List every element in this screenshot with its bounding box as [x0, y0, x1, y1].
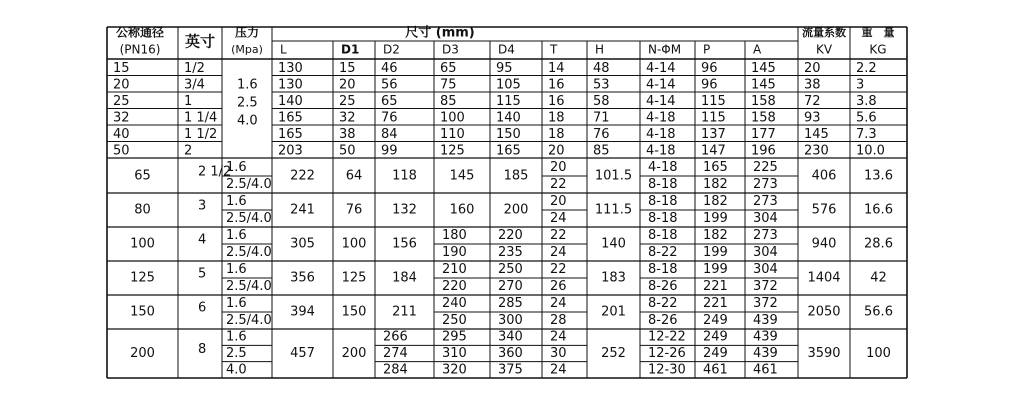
- cell-nm: 12-22: [648, 329, 686, 345]
- cell-kv: 38: [804, 77, 821, 93]
- cell-inch: 2: [184, 143, 193, 159]
- cell-kv: 940: [811, 236, 837, 252]
- cell-d2: 84: [381, 126, 398, 142]
- cell-d3: 220: [442, 279, 467, 294]
- cell-d3: 210: [442, 262, 467, 277]
- header-h: H: [595, 42, 605, 57]
- cell-inch: 8: [198, 342, 207, 357]
- cell-p: 182: [703, 228, 728, 243]
- cell-pressure: 2.5: [237, 95, 258, 111]
- cell-d1: 100: [341, 236, 367, 252]
- cell-p: 96: [701, 60, 718, 76]
- cell-l: 241: [290, 202, 315, 218]
- cell-l: 140: [278, 93, 303, 109]
- cell-d2: 118: [392, 168, 417, 184]
- cell-h: 252: [601, 346, 626, 361]
- cell-a: 461: [753, 362, 778, 378]
- cell-kv: 2050: [807, 304, 841, 320]
- cell-l: 165: [278, 126, 303, 142]
- cell-a: 273: [753, 177, 778, 192]
- cell-pressure: 1.6: [226, 296, 247, 311]
- cell-d2: 274: [383, 346, 408, 361]
- cell-pressure: 1.6: [226, 160, 247, 175]
- cell-a: 273: [753, 194, 778, 209]
- cell-nm: 8-18: [648, 211, 678, 226]
- cell-p: 221: [703, 296, 728, 311]
- cell-kv: 145: [804, 126, 829, 142]
- cell-nm: 4-14: [646, 93, 676, 109]
- table-text: [113, 25, 895, 378]
- cell-inch: 1 1/4: [184, 110, 218, 126]
- cell-d3: 190: [442, 245, 467, 260]
- cell-a: 158: [751, 110, 776, 126]
- cell-h: 76: [593, 126, 610, 142]
- cell-p: 182: [703, 177, 728, 192]
- cell-d3: 295: [442, 329, 467, 345]
- cell-t: 22: [550, 228, 567, 243]
- cell-p: 137: [701, 126, 726, 142]
- cell-d4: 250: [498, 262, 523, 277]
- cell-a: 439: [753, 329, 778, 345]
- cell-d4: 235: [498, 245, 523, 260]
- cell-d4: 360: [498, 346, 523, 361]
- cell-t: 28: [550, 313, 567, 328]
- cell-d3: 65: [440, 60, 457, 76]
- cell-pressure: 1.6: [226, 194, 247, 209]
- cell-h: 85: [593, 143, 610, 159]
- cell-kg: 100: [866, 346, 891, 361]
- cell-d4: 140: [496, 110, 521, 126]
- cell-d2: 211: [392, 304, 417, 320]
- cell-kv: 20: [804, 60, 821, 76]
- cell-d1: 150: [341, 304, 367, 320]
- cell-d4: 220: [498, 228, 523, 243]
- header-pressure: 压力: [234, 25, 260, 40]
- cell-pressure: 1.6: [226, 262, 247, 277]
- header-inch: 英寸: [184, 32, 216, 51]
- cell-d3: 125: [440, 143, 465, 159]
- cell-d4: 115: [496, 93, 521, 109]
- cell-p: 115: [701, 110, 726, 126]
- cell-h: 140: [601, 236, 626, 252]
- cell-inch: 3: [198, 198, 207, 214]
- cell-nm: 8-18: [648, 194, 678, 209]
- header-nm: N-ΦM: [648, 42, 682, 57]
- cell-kv: 93: [804, 110, 821, 126]
- cell-p: 199: [703, 262, 728, 277]
- cell-nm: 8-26: [648, 313, 678, 328]
- cell-kv: 1404: [807, 270, 841, 286]
- cell-d1: 25: [339, 93, 356, 109]
- cell-d3: 100: [440, 110, 465, 126]
- cell-pressure: 1.6: [226, 228, 247, 243]
- cell-a: 304: [753, 245, 778, 260]
- header-pn16: (PN16): [119, 42, 161, 57]
- cell-l: 165: [278, 110, 303, 126]
- cell-h: 101.5: [594, 168, 633, 184]
- header-t: T: [550, 42, 558, 57]
- cell-dn: 15: [113, 60, 130, 76]
- cell-nm: 4-18: [646, 110, 676, 126]
- cell-dn: 125: [130, 270, 155, 286]
- cell-d3: 160: [449, 202, 475, 218]
- cell-d4: 270: [498, 279, 523, 294]
- cell-l: 222: [290, 168, 315, 184]
- cell-kg: 3.8: [856, 93, 877, 109]
- cell-nm: 12-30: [648, 362, 686, 378]
- cell-d2: 65: [381, 93, 398, 109]
- cell-d4: 105: [496, 77, 521, 93]
- cell-p: 461: [703, 362, 728, 378]
- cell-a: 225: [753, 160, 778, 175]
- cell-kg: 5.6: [856, 110, 877, 126]
- cell-h: 71: [593, 110, 610, 126]
- cell-p: 249: [703, 313, 728, 328]
- cell-pressure: 2.5/4.0: [226, 313, 272, 328]
- cell-t: 24: [550, 362, 567, 378]
- header-kg: KG: [869, 42, 887, 57]
- cell-h: 111.5: [594, 202, 633, 218]
- header-d4: D4: [498, 42, 515, 57]
- cell-d3: 75: [440, 77, 457, 93]
- cell-l: 203: [278, 143, 303, 159]
- cell-d1: 64: [345, 168, 363, 184]
- cell-d1: 38: [339, 126, 356, 142]
- cell-d2: 46: [381, 60, 398, 76]
- cell-pressure: 2.5/4.0: [226, 177, 272, 192]
- cell-nm: 8-22: [648, 245, 678, 260]
- cell-t: 30: [550, 346, 567, 361]
- cell-d4: 200: [503, 202, 529, 218]
- cell-dn: 200: [130, 346, 155, 361]
- cell-d2: 132: [392, 202, 417, 218]
- cell-a: 304: [753, 262, 778, 277]
- header-dn: 公称通径: [115, 25, 165, 40]
- cell-pressure: 4.0: [237, 113, 258, 129]
- cell-l: 457: [290, 346, 315, 361]
- cell-kg: 3: [856, 77, 865, 93]
- cell-h: 48: [593, 60, 610, 76]
- cell-d4: 340: [498, 329, 523, 345]
- cell-d4: 285: [498, 296, 523, 311]
- cell-d4: 185: [503, 168, 529, 184]
- cell-dn: 100: [130, 236, 155, 252]
- cell-kv: 576: [811, 202, 837, 218]
- header-weight: 重 量: [861, 26, 895, 39]
- cell-a: 145: [751, 77, 776, 93]
- cell-dn: 50: [113, 143, 130, 159]
- cell-d3: 310: [442, 346, 467, 361]
- header-dimensions: 尺寸 (mm): [405, 25, 475, 41]
- cell-nm: 8-18: [648, 262, 678, 277]
- cell-d4: 165: [496, 143, 521, 159]
- cell-inch: 1/2: [184, 60, 205, 76]
- cell-nm: 4-14: [646, 60, 676, 76]
- header-pressure-unit: (Mpa): [231, 43, 263, 56]
- cell-d1: 15: [339, 60, 356, 76]
- cell-inch: 6: [198, 300, 207, 316]
- cell-a: 158: [751, 93, 776, 109]
- cell-p: 221: [703, 279, 728, 294]
- cell-h: 201: [601, 304, 626, 320]
- cell-d3: 110: [440, 126, 465, 142]
- cell-dn: 150: [130, 304, 155, 320]
- cell-pressure: 4.0: [226, 362, 247, 378]
- cell-t: 18: [548, 126, 565, 142]
- cell-d3: 85: [440, 93, 457, 109]
- cell-t: 20: [548, 143, 565, 159]
- cell-l: 305: [290, 236, 315, 252]
- cell-nm: 4-18: [646, 143, 676, 159]
- cell-t: 24: [550, 329, 567, 345]
- cell-t: 24: [550, 211, 567, 226]
- cell-inch: 2 1/2: [198, 164, 232, 180]
- cell-p: 147: [701, 143, 726, 159]
- cell-d1: 32: [339, 110, 356, 126]
- cell-pressure: 2.5/4.0: [226, 245, 272, 260]
- cell-l: 356: [290, 270, 315, 286]
- cell-l: 130: [278, 60, 303, 76]
- cell-inch: 4: [198, 232, 207, 248]
- header-d2: D2: [383, 42, 400, 57]
- cell-kg: 10.0: [856, 143, 885, 159]
- cell-d3: 250: [442, 313, 467, 328]
- cell-kg: 2.2: [856, 60, 877, 76]
- cell-pressure: 2.5: [226, 346, 247, 361]
- cell-kg: 13.6: [864, 168, 893, 184]
- cell-a: 372: [753, 279, 778, 294]
- cell-h: 58: [593, 93, 610, 109]
- cell-d4: 375: [498, 362, 523, 378]
- cell-a: 439: [753, 346, 778, 361]
- cell-d1: 200: [341, 346, 367, 361]
- header-a: A: [753, 42, 762, 57]
- header-p: P: [703, 42, 711, 57]
- cell-t: 22: [550, 177, 567, 192]
- cell-l: 130: [278, 77, 303, 93]
- cell-dn: 40: [113, 126, 130, 142]
- cell-pressure: 2.5/4.0: [226, 211, 272, 226]
- header-kv: KV: [815, 42, 833, 57]
- cell-t: 20: [550, 160, 567, 175]
- cell-kg: 42: [870, 270, 887, 286]
- cell-p: 96: [701, 77, 718, 93]
- cell-a: 273: [753, 228, 778, 243]
- cell-h: 183: [601, 270, 626, 286]
- cell-nm: 8-26: [648, 279, 678, 294]
- cell-inch: 1: [184, 93, 193, 109]
- cell-t: 24: [550, 296, 567, 311]
- cell-t: 16: [548, 77, 565, 93]
- cell-nm: 8-18: [648, 177, 678, 192]
- cell-p: 182: [703, 194, 728, 209]
- cell-dn: 65: [134, 168, 151, 184]
- cell-kv: 3590: [807, 346, 841, 361]
- cell-nm: 8-22: [648, 296, 678, 311]
- cell-a: 372: [753, 296, 778, 311]
- cell-dn: 20: [113, 77, 130, 93]
- cell-d1: 76: [345, 202, 363, 218]
- cell-kg: 16.6: [864, 202, 893, 218]
- header-flow: 流量系数: [802, 26, 846, 39]
- cell-h: 53: [593, 77, 610, 93]
- cell-d4: 150: [496, 126, 521, 142]
- cell-d2: 99: [381, 143, 398, 159]
- cell-kg: 28.6: [864, 236, 893, 252]
- cell-kv: 406: [811, 168, 837, 184]
- cell-dn: 80: [134, 202, 151, 218]
- cell-p: 199: [703, 211, 728, 226]
- cell-d3: 180: [442, 228, 467, 243]
- cell-t: 26: [550, 279, 567, 294]
- cell-nm: 8-18: [648, 228, 678, 243]
- cell-inch: 3/4: [184, 77, 205, 93]
- cell-pressure: 2.5/4.0: [226, 279, 272, 294]
- header-d1: D1: [341, 42, 360, 57]
- cell-kg: 7.3: [856, 126, 877, 142]
- cell-d1: 125: [341, 270, 367, 286]
- cell-d1: 50: [339, 143, 356, 159]
- cell-p: 249: [703, 329, 728, 345]
- cell-d4: 95: [496, 60, 513, 76]
- cell-a: 439: [753, 313, 778, 328]
- cell-nm: 4-14: [646, 77, 676, 93]
- header-d3: D3: [442, 42, 459, 57]
- cell-t: 16: [548, 93, 565, 109]
- cell-d4: 300: [498, 313, 523, 328]
- cell-nm: 4-18: [646, 126, 676, 142]
- cell-d2: 56: [381, 77, 398, 93]
- header-l: L: [280, 42, 287, 57]
- cell-inch: 5: [198, 266, 207, 282]
- cell-d2: 284: [383, 362, 408, 378]
- cell-a: 145: [751, 60, 776, 76]
- cell-kv: 72: [804, 93, 821, 109]
- cell-a: 177: [751, 126, 776, 142]
- cell-d3: 320: [442, 362, 467, 378]
- cell-t: 14: [548, 60, 565, 76]
- cell-t: 18: [548, 110, 565, 126]
- cell-p: 199: [703, 245, 728, 260]
- cell-nm: 4-18: [648, 160, 678, 175]
- cell-kg: 56.6: [864, 304, 893, 320]
- cell-nm: 12-26: [648, 346, 686, 361]
- cell-dn: 32: [113, 110, 130, 126]
- cell-d3: 240: [442, 296, 467, 311]
- cell-p: 115: [701, 93, 726, 109]
- cell-t: 20: [550, 194, 567, 209]
- cell-t: 24: [550, 245, 567, 260]
- cell-d2: 76: [381, 110, 398, 126]
- cell-a: 196: [751, 143, 776, 159]
- cell-t: 22: [550, 262, 567, 277]
- cell-l: 394: [290, 304, 315, 320]
- cell-pressure: 1.6: [237, 77, 258, 93]
- cell-a: 304: [753, 211, 778, 226]
- cell-d2: 184: [392, 270, 417, 286]
- cell-d1: 20: [339, 77, 356, 93]
- cell-dn: 25: [113, 93, 130, 109]
- cell-kv: 230: [804, 143, 829, 159]
- cell-d3: 145: [449, 168, 475, 184]
- cell-p: 249: [703, 346, 728, 361]
- cell-pressure: 1.6: [226, 329, 247, 345]
- cell-d2: 266: [383, 329, 408, 345]
- cell-inch: 1 1/2: [184, 126, 218, 142]
- cell-d2: 156: [392, 236, 417, 252]
- cell-p: 165: [703, 160, 728, 175]
